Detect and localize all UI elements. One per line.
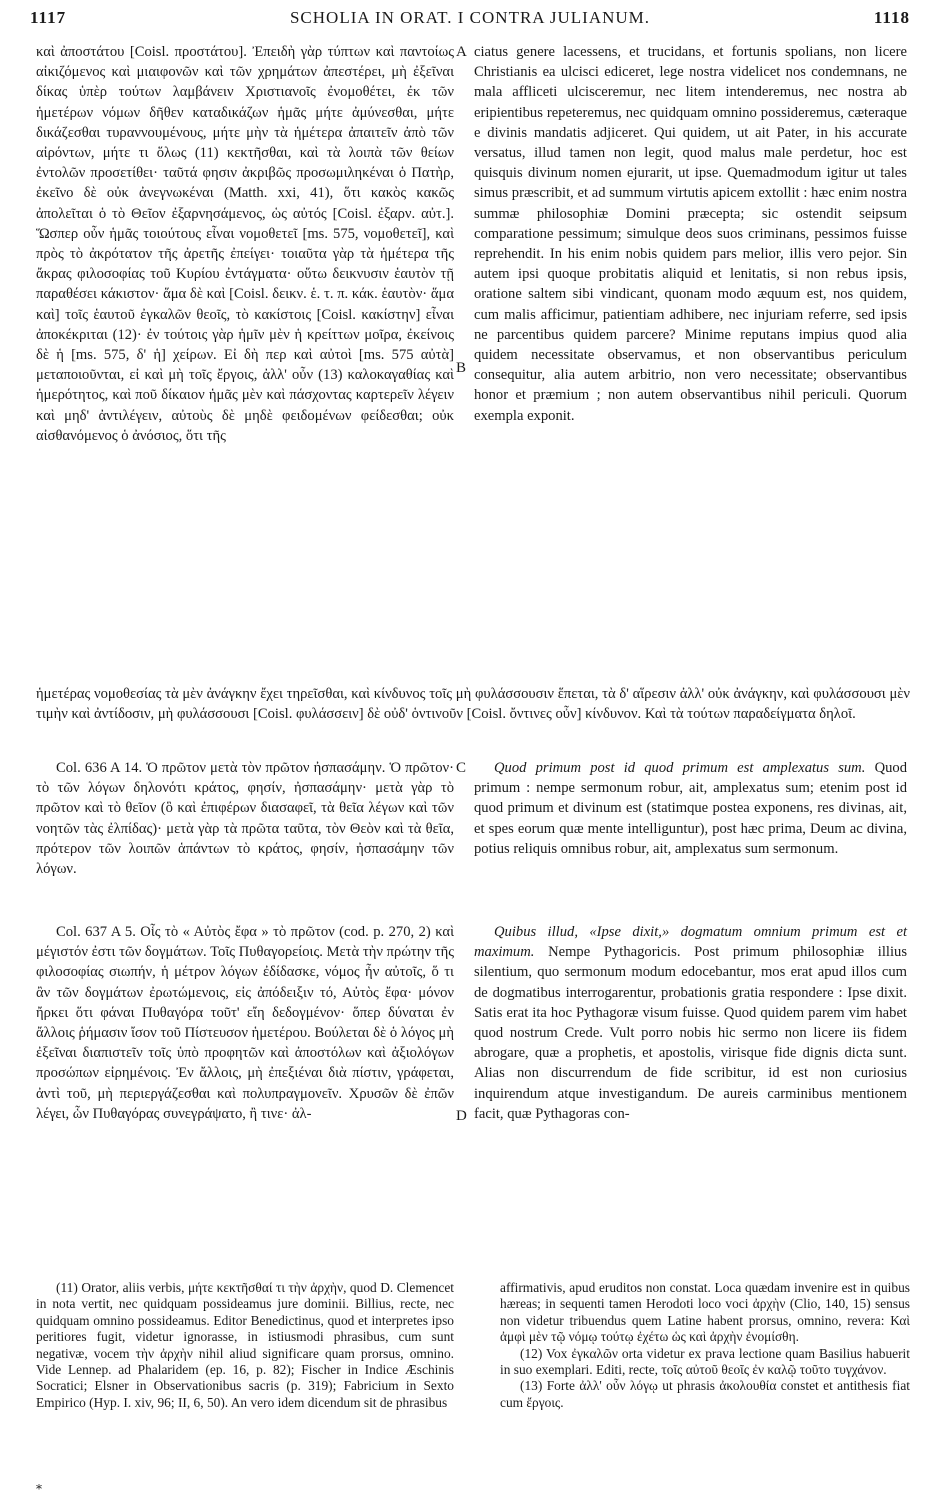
greek-column-block-2 <box>36 758 454 879</box>
page-number-right: 1118 <box>873 8 910 27</box>
greek-paragraph-1: καὶ ἀποστάτου [Coisl. προστάτου]. Ἐπειδὴ γὰρ τύπτων καὶ παντοίως αἰκιζόμενος καὶ μιαιφονῶν καὶ τῶν χρημάτων ἀπεστέρει, μὴ ἐξεῖναι δίκας ὑπὲρ τούτων λαμβάνειν Χριστιανοῖς ἐνομοθέτει, ἐκ τῶν ἡμετέρων νόμων δῆθεν καταδικάζων ἡμᾶς μήτε ἀμύνεσθαι, μήτε δικάζεσθαι τυραννουμένους, μήτε μὴν τὰ ἡμέτερα ἀπαιτεῖν ἀπὸ τῶν αἰρόντων, μήτε τι ὅλως (11) κεκτῆσθαι, καὶ τὰ λοιπὰ τῶν θείων ἐντολῶν προσετίθει· ταῦτά φησιν ἀκριβῶς προσωμιληκέναι ὁ Πατὴρ, ἐκεῖνο δὲ οὐκ ἀνεγνωκέναι (Matth. xxi, 41), ὅτι κακὸς κακῶς ἀπολεῖται ὁ τὸ Θεῖον ἐξαρνησάμενος, ὡς αὐτός [Coisl. ἐξαρν. αὐτ.]. Ὥσπερ οὖν ἡμᾶς τοιούτους εἶναι νομοθετεῖ [ms. 575, νομοθετεῖ], καὶ πρὸς τὸ ἀκρότατον τῆς ἀρετῆς ἐπείγει· τοιαῦτα γὰρ τὰ ἡμέτερα τῆς ἄκρας φιλοσοφίας τοῦ Κυρίου ἐντάγματα· οὕτω δεικνυσιν ἑαυτὸν τῇ παραθέσει κάκιστον· ἅμα δὲ καὶ [Coisl. δεικν. ἑ. τ. π. κάκ. ἑαυτὸν· ἅμα καὶ] τοῖς ἑαυτοῦ ἐγκαλῶν θεοῖς, τὸ κακίστοις [Coisl. κακίστην] εἶναι ἀποκέκριται (12)· ἐν τούτοις γὰρ ἡμῖν μὲν ἡ κρείττων μοῖρα, ἐκείνοις δὲ ἡ [ms. 575, δ' ἡ] χείρων. Εἰ δὴ περ καὶ αὐτοὶ [ms. 575 αὐτὰ] μεταποιοῦνται, εἰ καὶ μὴ τοῖς ἔργοις, ἀλλ' οὖν (13) καλοκαγαθίας καὶ ἡμερότητος, καὶ ποῦ δίκαιον ἡμᾶς μὲν καὶ πάσχοντας καρτερεῖν λέγειν καὶ μηδ' ἀντιλέγειν, αὐτοὺς δὲ μηδὲ φειδομένων φείδεσθαι; οὐκ αἰσθανόμενος ὁ ἀνόσιος, ὅτι τῆς <box>36 44 454 444</box>
footnotes-right-column <box>500 1280 910 1411</box>
footnote-13: (13) Forte ἀλλ' οὖν λόγῳ ut phrasis ἀκολουθία constet et antithesis fiat cum ἔργοις. <box>500 1378 910 1410</box>
latin-text-3: Nempe Pythagoricis. Post primum philosophiæ illius silentium, quo sermonum modum edocebantur, mos erat apud illos cum de dogmatibus interrogarentur, probationis gratia respondere : Ipse dixit. Satis erat ita hoc Pythagoræ visum fuisse. Quod quidem parem vim habet quod nostrum Crede. Vult porro nobis hic sermo non licere iis fidem abrogare, quæ a prophetis, et apostolis, virisque fide dignis dicta sunt. Alias non discurrendum de fide scribitur, id est non curiosius inquirendum atque investigandum. De aureis carminibus mentionem facit, quæ Pythagoras con- <box>474 944 907 1122</box>
full-width-greek-text: ἡμετέρας νομοθεσίας τὰ μὲν ἀνάγκην ἔχει τηρεῖσθαι, καὶ κίνδυνος τοῖς μὴ φυλάσσουσιν ἕπεται, τὰ δ' αἵρεσιν ἀλλ' οὐκ ἀνάγκην, καὶ φυλάσσουσι μὲν τιμὴν καὶ ἀντίδοσιν, μὴ φυλάσσουσι [Coisl. φυλάσσειν] δὲ οὐδ' ὁντινοῦν [Coisl. ὄντινες οὖν] κίνδυνον. Καὶ τὰ τούτων παραδείγματα δηλοῖ. <box>36 686 910 723</box>
margin-letter-c: C <box>456 760 467 776</box>
margin-letter-a: A <box>456 44 467 60</box>
greek-column-block-1 <box>36 42 454 446</box>
footnotes-left-column <box>36 1280 454 1411</box>
latin-column-block-1 <box>474 42 907 426</box>
greek-paragraph-2: Col. 636 A 14. Ὁ πρῶτον μετὰ τὸν πρῶτον ἠσπασάμην. Ὁ πρῶτον· τὸ τῶν λόγων δηλονότι κράτος, φησίν, ἠσπασάμην· μετὰ γὰρ τὸ πρῶτον καὶ τὸ θεῖον (ὃ καὶ ἐπιφέρων διασαφεῖ, τὰ θεῖα λέγων καὶ τῶν νοητῶν τὰς ἐλπίδας)· μετὰ γὰρ τὰ πρῶτα ταῦτα, τὸν Θεὸν καὶ τὰ θεῖα, πρότερον τῶν λοιπῶν ἁπάντων τὸ κράτος, φησίν, ἠσπασάμην τῶν λόγων. <box>36 760 454 878</box>
page-number-left: 1117 <box>30 8 67 27</box>
latin-paragraph-2 <box>474 758 907 859</box>
footnote-11: (11) Orator, aliis verbis, μήτε κεκτῆσθαί τι τὴν ἀρχὴν, quod D. Clemencet in nota vertit, nec quidquam possideamus jure dominii. Billius, recte, nec quidquam omnino possideamus. Editor Benedictinus, quod et interpretes ipso peritiores fugit, videtur ignorasse, in istiusmodi phrasibus, cum sunt negativæ, vocem τὴν ἀρχὴν nihil aliud significare quam prorsus, omnino. Vide Lennep. ad Phalaridem (ep. 16, p. 82); Fischer in Indice Æschinis Socratici; Elsner in Observationibus sacris (p. 319); Fabricium in Sexto Empirico (Hyp. I. xiv, 96; II, 6, 50). An vero idem dicendum sit de phrasibus <box>36 1280 454 1410</box>
running-title: SCHOLIA IN ORAT. I CONTRA JULIANUM. <box>289 8 651 27</box>
margin-letter-d: D <box>456 1108 467 1124</box>
footnote-11-continued: affirmativis, apud eruditos non constat. Loca quædam invenire est in quibus hæreas; in sequenti tamen Herodoti loco voci ἀρχὴν (Clio, 140, 15) sensus non videtur tribuendus quem Latine habent prorsus, omnino, revera: Καὶ ἀμφὶ μὲν τῷ νόμῳ τούτῳ ἐχέτω ὡς καὶ ἀρχὴν ἐνομίσθη. <box>500 1280 910 1345</box>
latin-lemma-3: Quibus illud, «Ipse dixit,» dogmatum omnium primum est et maximum. <box>474 924 907 961</box>
latin-column-block-3 <box>474 922 907 1124</box>
latin-paragraph-3 <box>474 922 907 1124</box>
running-header <box>30 8 910 38</box>
latin-lemma-2: Quod primum post id quod primum est amplexatus sum. <box>494 760 866 776</box>
greek-column-block-3 <box>36 922 454 1124</box>
greek-paragraph-3: Col. 637 A 5. Οἷς τὸ « Αὐτὸς ἔφα » τὸ πρῶτον (cod. p. 270, 2) καὶ μέγιστόν ἐστι τῶν δογμάτων. Τοῖς Πυθαγορείοις. Μετὰ τὴν πρώτην τῆς φιλοσοφίας σιωπήν, ἡ μέτρον λόγων ἐδίδασκε, νόμος ἦν αὐτοῖς, ὅ τι ἂν τῶν δογμάτων ἐρωτώμενοις, εἰς ἀπόδειξιν τό, Αὐτὸς ἔφα· μόνον ἤρκει ὅτι φάναι Πυθαγόρα τοῦτ' εἴη δεδογμένον· ὅπερ δύναται ἐν ἄλλοις ῥήμασιν ἴσον τοῦ Πίστευσον ἡμετέρου. Βούλεται δὲ ὁ λόγος μὴ ἐξεῖναι διαπιστεῖν τοῖς ὑπὸ προφητῶν καὶ ἀποστόλων καὶ ἀξιολόγων προσώπων εἰρημένοις. Ἐν ἄλλοις, μὴ ἐπεξιέναι διὰ πίστιν, γράφεται, ἀντὶ τοῦ, μὴ περιεργάζεσθαι καὶ πολυπραγμονεῖν. Χρυσῶν δὲ ἐπῶν λέγει, ὧν Πυθαγόρας συνεγράψατο, ἢ τινε· ἀλ- <box>36 924 454 1122</box>
margin-letter-b: B <box>456 360 467 376</box>
page-ornament: * <box>36 1482 42 1496</box>
footnote-12: (12) Vox ἐγκαλῶν orta videtur ex prava lectione quam Basilius habuerit in suo exemplari. Editi, recte, τοῖς αὐτοῦ θεοῖς ἐν καλῷ τοῦτο τυγχάνον. <box>500 1345 910 1378</box>
latin-text-2: Quod primum : nempe sermonum robur, ait, amplexatus sum; etenim post id quod primum et divinum est (statimque postea exponens, res divinas, ait, et spes eorum quæ mente intelliguntur), post hæc prima, Deum ac divina, potius reliquis omnibus robur, ait, amplexatus sum sermonum. <box>474 760 907 857</box>
latin-paragraph-1: ciatus genere lacessens, et trucidans, et fortunis spolians, non licere Christianis ea ulcisci ediceret, lege nostra videlicet nos condemnans, ne mala affliceti ulcisceremur, nec litem intenderemus, nec nostra ab eripientibus repeteremus, nec quidquam omnino possideremus, cæteraque e divinis mandatis adjiceret. Qui quidem, ut ait Pater, in his accurate versatus, illud tamen non legit, quod malus male perdetur, hoc est quisquis divinum nomen ejurarit, ut ipse. Quemadmodum igitur ut tales simus præscribit, et ad summum virtutis apicem extollit : hæc enim nostra summæ philosophiæ Domini præcepta; sic ostendit seipsum comparatione pessimum; simulque deos suos criminans, pessimos fuisse reprehendit. In his enim nobis quidem pars melior, illis vero pejor. Sin autem ipsi quoque probitatis aliquid et lenitatis, si non rebus ipsis, oratione saltem sibi vindicant, quonam modo æquum est, nos quidem, cum malis afficimur, patientiam adhibere, nec injuriam referre, sed ipsis ne parcentibus quidem parcere? Minime reputans impius quod alia quidem necessitate observamus, et non observantibus periculum consequitur, alia autem arbitrio, non vero necessitate; observantibus honor et præmium ; non autem observantibus nihil periculi. Quorum exempla exponit. <box>474 44 907 424</box>
latin-column-block-2 <box>474 758 907 859</box>
